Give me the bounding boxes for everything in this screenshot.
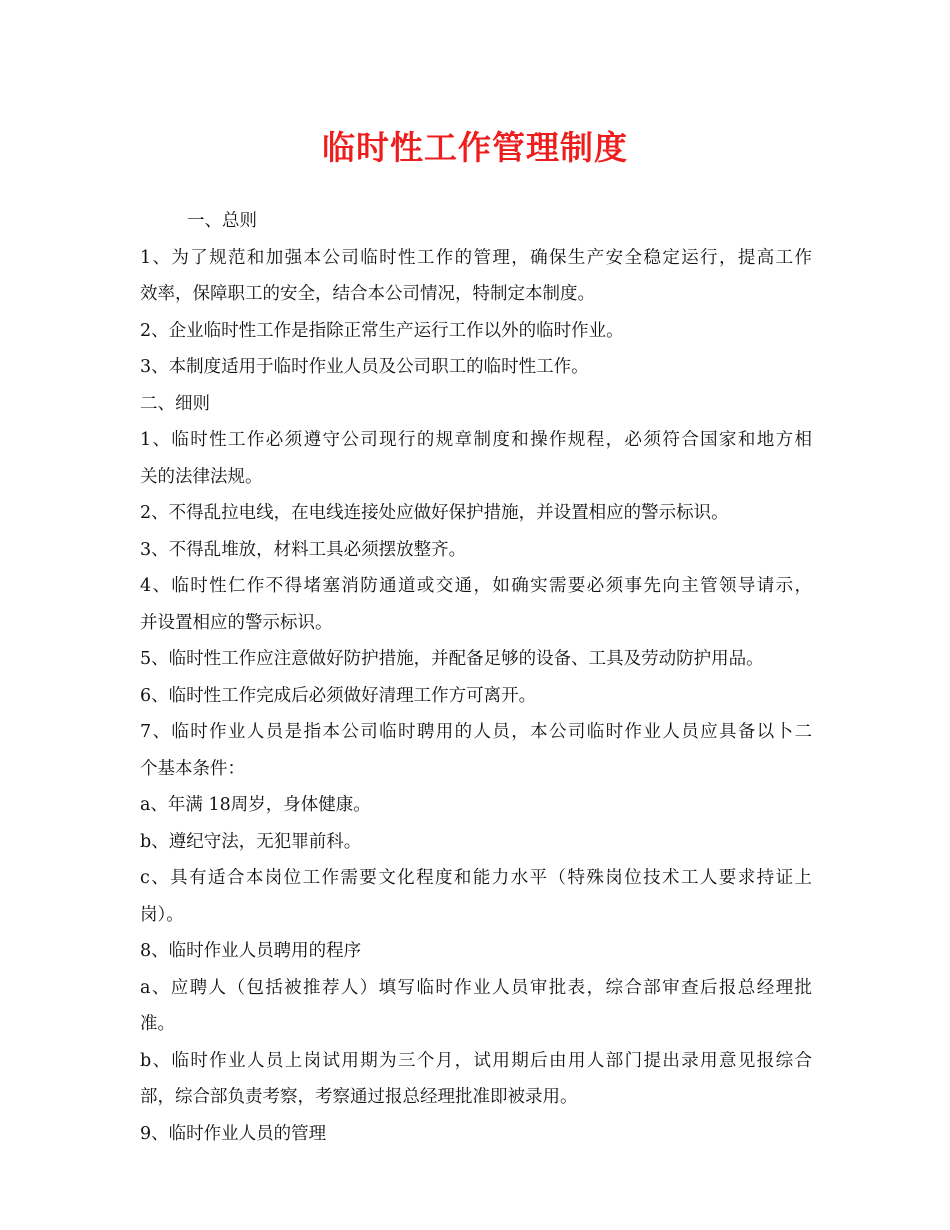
paragraph-line: 7、临时作业人员是指本公司临时聘用的人员，本公司临时作业人员应具备以卜二 [140, 722, 812, 742]
paragraph-line: a、应聘人（包括被推荐人）填写临时作业人员审批表，综合部审查后报总经理批 [140, 977, 812, 998]
paragraph-line: 6、临时性工作完成后必须做好清理工作方可离开。 [140, 685, 537, 706]
paragraph-line: 3、本制度适用于临时作业人员及公司职工的临时性工作。 [140, 357, 589, 377]
paragraph-line: 个基本条件： [140, 758, 245, 779]
paragraph-line: b、遵纪守法，无犯罪前科。 [140, 831, 362, 852]
section-heading-general: 一、总则 [187, 211, 257, 231]
paragraph-line: 效率，保障职工的安全，结合本公司情况，特制定本制度。 [140, 284, 595, 304]
paragraph-line: 3、不得乱堆放，材料工具必须摆放整齐。 [140, 539, 467, 560]
paragraph-line: 4、临时性仁作不得堵塞消防通道或交通，如确实需要必须事先向主管领导请示， [140, 576, 812, 596]
paragraph-line: 2、企业临时性工作是指除正常生产运行工作以外的临时作业。 [140, 320, 624, 341]
paragraph-line: a、年满 18周岁，身体健康。 [140, 795, 371, 815]
document-body [140, 203, 812, 1152]
paragraph-line: 9、临时作业人员的管理 [140, 1123, 327, 1144]
paragraph-line: 并设置相应的警示标识。 [140, 612, 333, 633]
paragraph-line: 5、临时性工作应注意做好防护措施，并配备足够的设备、工具及劳动防护用品。 [140, 649, 764, 669]
section-heading-details: 二、细则 [140, 393, 210, 414]
paragraph-line: 岗）。 [140, 904, 184, 925]
paragraph-line: 1、临时性工作必须遵守公司现行的规章制度和操作规程，必须符合国家和地方相 [140, 430, 812, 450]
paragraph-line: 准。 [140, 1014, 175, 1034]
paragraph-line: 1、为了规范和加强本公司临时性工作的管理，确保生产安全稳定运行，提高工作 [140, 247, 812, 268]
paragraph-line: 部，综合部负责考察，考察通过报总经理批准即被录用。 [140, 1087, 578, 1107]
paragraph-line: 8、临时作业人员聘用的程序 [140, 941, 362, 961]
paragraph-line: 2、不得乱拉电线，在电线连接处应做好保护措施，并设置相应的警示标识。 [140, 503, 729, 523]
paragraph-line: b、临时作业人员上岗试用期为三个月，试用期后由用人部门提出录用意见报综合 [140, 1050, 812, 1071]
paragraph-line: c、具有适合本岗位工作需要文化程度和能力水平（特殊岗位技术工人要求持证上 [140, 868, 812, 888]
paragraph-line: 关的法律法规。 [140, 466, 263, 487]
document-title: 临时性工作管理制度 [322, 128, 628, 167]
